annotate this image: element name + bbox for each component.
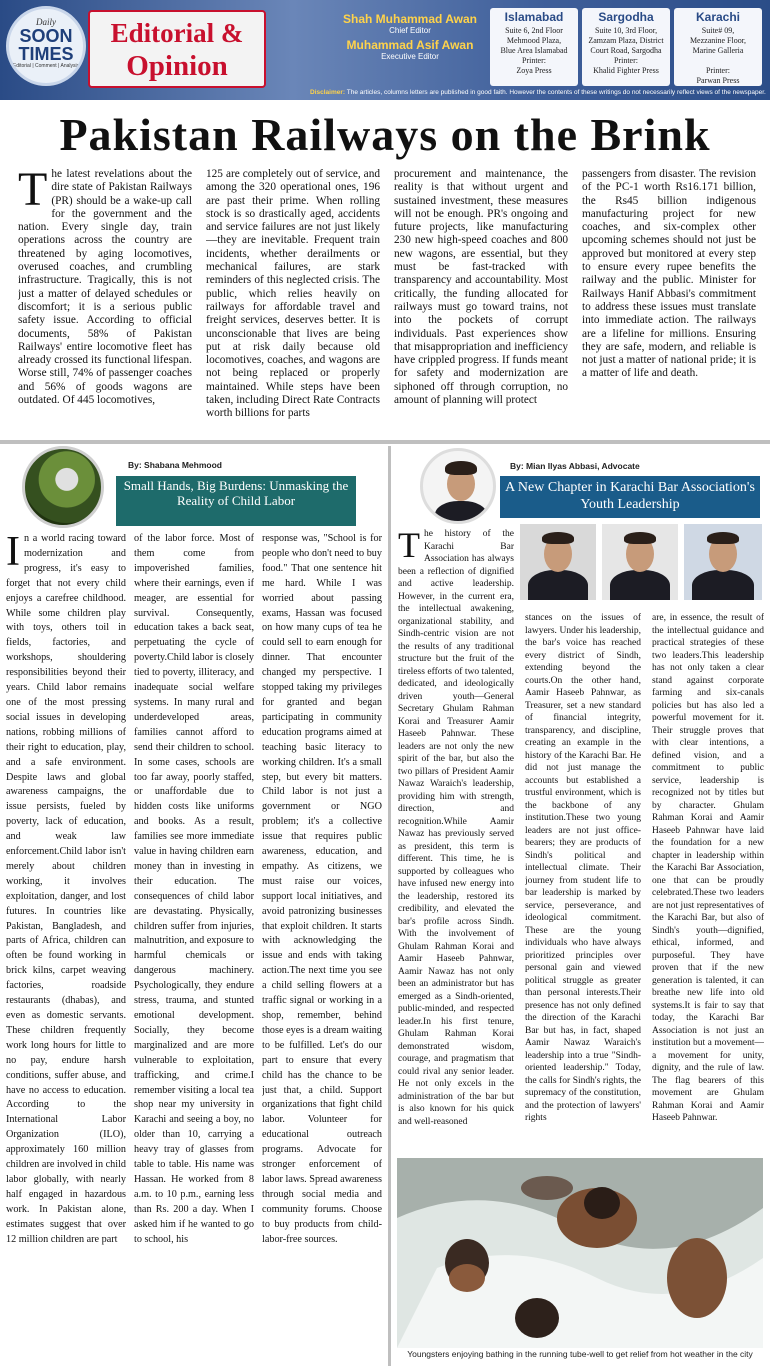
byline: By: Mian Ilyas Abbasi, Advocate [510, 461, 640, 471]
logo-times: TIMES [18, 44, 74, 64]
office-city: Karachi [695, 10, 741, 24]
author-photo [420, 448, 496, 524]
office-printer-name: Zoya Press [516, 66, 552, 75]
article-title: A New Chapter in Karachi Bar Association's Youth Leadership [505, 480, 755, 512]
office-address-line [674, 56, 762, 66]
chief-editor-title: Chief Editor [389, 26, 431, 35]
drop-cap: T [398, 528, 420, 565]
office-city: Sargodha [598, 10, 654, 24]
left-article-header [22, 446, 382, 526]
editorial-column-text: passengers from disaster. The revision of the PC-1 worth Rs16.171 billion, the Rs45 billion indigenous manufacturing project for new coaches, and six-complex other upcoming schemes should not just be approved but monitored at every step to ensure every rupee benefits the railway and the public. Minister for Railways Hanif Abbasi's commitment to address these issues must translate into immediate action. The railways are a lifeline for millions. Ensuring they are safe, modern, and reliable is not just a matter of national pride; it is a matter of life and death. [582, 168, 756, 380]
editorial-column [582, 168, 756, 434]
office-address-line: Suite 10, 3rd Floor, [594, 26, 658, 35]
disclaimer-label: Disclaimer: [310, 89, 346, 96]
disclaimer [310, 89, 766, 99]
editorial-body [18, 168, 756, 434]
article-column-text: he history of the Karachi Bar Association has always been a reflection of dignified and active leadership. However, in the current era, the intellectual awakening, organizational stability, and Sindh-centric vision are not the results of any traditional structure but the fruit of the tireless efforts of two talented, dedicated, and ideologically driven youth—General Secretary Ghulam Rahman Korai and Treasurer Aamir Haseeb Pahnwar. These leaders are not only the new spirit of the bar, but also the two pillars of President Aamir Nawaz Waraich's leadership, providing him with strength, direction, and recognition.While Aamir Nawaz has previously served as president, this term is different. This time, he is supported by colleagues who have infused new energy into the leadership, restored its credibility, and elevated the bar's profile across Sindh. With the involvement of Ghulam Rahman Korai and Aamir Haseeb Pahnwar, Aamir Nawaz has not only been an administrator but has emerged as a Sindh-oriented, public-minded, and respected leader.In his first tenure, Ghulam Rahman Korai demonstrated wisdom, courage, and pragmatism that could rival any senior leader. He not only excels in the administration of the bar but is also known for his quick and well-reasoned [398, 529, 514, 1127]
office-address-line: Suite# 09, [701, 26, 735, 35]
photo-caption: Youngsters enjoying bathing in the running tube-well to get relief from hot weather in the city [407, 1349, 753, 1359]
office-address-line: Suite 6, 2nd Floor [505, 26, 563, 35]
office-printer-label: Printer: [706, 66, 730, 75]
editorial-column-text: he latest revelations about the dire state of Pakistan Railways (PR) should be a wake-up call for the government and the nation. Every single day, train operations across the country are threatened by aging locomotives, overused coaches, and crumbling infrastructure. Tragically, this is not just a matter of delayed schedules or discomfort; it is a serious public safety issue. According to official documents, 58% of Pakistan Railways' entire locomotive fleet has already crossed its functional lifespan. Worse still, 74% of passenger coaches and 56% of goods wagons are outdated. Of 445 locomotives, [18, 168, 192, 407]
office-address-line: Court Road, Sargodha [590, 46, 662, 55]
editorial-column [18, 168, 192, 434]
article-illustration [22, 446, 104, 528]
office-printer-name: Khalid Fighter Press [593, 66, 659, 75]
office-printer-name: Parwan Press [696, 76, 740, 85]
column-divider [388, 446, 391, 1366]
article-column-text: response was, "School is for people who don't need to buy food." That one sentence hit me hard. While I was worried about passing exams, Hassan was focused on how many cups of tea he could sell to earn enough for dinner. That encounter changed my perspective. I stopped taking my privileges for granted and began participating in community education programs aimed at teaching basic literacy to working children. It's a small step, but every bit matters. Child labor is not just a government or NGO problem; it's a collective issue that requires public awareness, education, and empathy. As citizens, we must raise our voices, support local initiatives, and avoid patronizing businesses that exploit children. It starts with acknowledging the issue and ends with taking action.The next time you see a child selling flowers at a traffic signal or working in a shop, remember, behind those eyes is a dream waiting to be fulfilled. Let's do our part to ensure that every child has the chance to be just that, a child. Support organizations that fight child labor. Volunteer for educational outreach programs. Advocate for stronger enforcement of labor laws. Spread awareness through social media and community forums. Choose to buy products from child-labor-free sources. [262, 533, 382, 1245]
office-sargodha [582, 8, 670, 86]
office-address-line: Mehmood Plaza, [506, 36, 562, 45]
section-title-line2: Opinion [126, 50, 228, 82]
office-address-line: Zamzam Plaza, District [588, 36, 664, 45]
office-address-line: Blue Area Islamabad [500, 46, 568, 55]
office-city: Islamabad [504, 10, 564, 24]
editorial-column-text: 125 are completely out of service, and among the 320 operational ones, 196 are past their prime. When rolling stock is so drastically aged, accidents and service failures are not just likely—they are inevitable. Frequent train incidents, whether derailments or mechanical failures, are stark reminders of this neglected crisis. The public, which relies heavily on railways for affordable travel and freight services, deserves better. It is unconscionable that lives are being put at risk daily because old locomotives, coaches, and wagons are not being replaced or properly maintained. While steps have been taken, including Direct Rate Contracts worth billions for parts [206, 168, 380, 420]
logo-daily: Daily [36, 17, 56, 27]
article-title-banner [500, 476, 760, 518]
executive-editor-title: Executive Editor [381, 52, 439, 61]
article-column [652, 612, 764, 1148]
editorial-headline: Pakistan Railways on the Brink [59, 109, 711, 160]
article-column [6, 532, 126, 1362]
drop-cap: T [18, 168, 48, 216]
editorial-column-text: procurement and maintenance, the reality is that without urgent and sustained investment, these measures will not be enough. PR's ongoing and future projects, like manufacturing 230 new high-speed coaches and 800 new wagons, are essential, but they must be fast-tracked with transparency and accountability. Most critically, the funding allocated for railways must go toward trains, not into the pockets of corrupt individuals. Past experiences show that misappropriation and inefficiency have crippled progress. If funds meant for safety and modernization are siphoned off through corruption, no amount of planning will protect [394, 168, 568, 407]
leader-photo [602, 524, 678, 600]
disclaimer-text: The articles, columns letters are published in good faith. However the contents of these writings do not necessarily reflect views of the newspaper. [346, 89, 766, 96]
drop-cap: I [6, 532, 20, 575]
news-photo [397, 1158, 763, 1348]
office-printer-label: Printer: [614, 56, 638, 65]
article-title-banner [116, 476, 356, 526]
article-column-text: n a world racing toward modernization and progress, it's easy to forget that not every child enjoys a carefree childhood. While some children play with toys, others toil in fields, factories, and workshops, shouldering responsibilities beyond their years. Child labor remains one of the most pressing social issues in developing nations, robbing millions of their right to education, play, and a safe environment. Despite laws and global awareness campaigns, the issue persists, fueled by poverty, lack of education, and weak law enforcement.Child labor isn't merely about children working, it involves exploitation, danger, and lost futures. In countries like Pakistan, Bangladesh, and parts of Africa, children can often be found working in brick kilns, carpet weaving factories, roadside restaurants (dhabas), and even as domestic servants. These children frequently work long hours for little to no pay, endure harsh conditions, suffer abuse, and have no access to education. According to the International Labor Organization (ILO), approximately 160 million children are involved in child labor globally, with nearly half engaged in hazardous work. In Pakistan alone, estimates suggest that over 12 million children are part [6, 533, 126, 1245]
section-divider [0, 440, 770, 444]
article-column-text: of the labor force. Most of them come from impoverished families, where their earnings, even if meager, are essential for survival. Consequently, education takes a back seat, perpetuating the cycle of poverty.Child labor is closely tied to poverty, illiteracy, and inadequate social welfare systems. In many rural and underdeveloped areas, families cannot afford to send their children to school. In some cases, schools are too far away, poorly staffed, or unaffordable due to hidden costs like uniforms and books. As a result, families see more immediate value in having children earn money than in investing in their education. The consequences of child labor are devastating. Physically, children suffer from injuries, malnutrition, and exposure to harmful chemicals or dangerous machinery. Psychologically, they endure stress, trauma, and stunted emotional development. Socially, they become marginalized and are more vulnerable to exploitation, trafficking, and crime.I remember visiting a local tea shop near my university in Karachi and seeing a boy, no older than 10, carrying a heavy tray of glasses from table to table. His name was Hassan. He worked from 8 a.m. to 10 p.m., earning less than Rs. 200 a day. When I asked him if he wanted to go to school, his [134, 533, 254, 1245]
article-column [262, 532, 382, 1362]
left-article-body [6, 532, 382, 1362]
section-title-line1: Editorial & [110, 18, 244, 48]
article-column-text: stances on the issues of lawyers. Under his leadership, the bar's voice has reached every district of Sindh, extending beyond the courts.On the other hand, Aamir Haseeb Pahnwar, as Treasurer, set a new standard of financial integrity, transparency, and discipline, creating an example in the history of the Karachi Bar. He did not just manage the accounts but established a trustful environment, which is the backbone of any institution.These two young leaders are not just office-bearers; they are products of Sindh's political and intellectual climate. Their journey from student life to bar leadership is marked by service, perseverance, and ideological commitment. These are the young individuals who have always prioritized principles over personal gain and viewed political struggle as greater than personal interests.Their presence has not only defined the direction of the Karachi Bar but has, in fact, shaped Aamir Nawaz Waraich's leadership into a true "Sindh-oriented leadership." Today, the calls for Sindh's rights, the supremacy of the constitution, and the protection of lawyers' rights [525, 613, 641, 1123]
article-column [134, 532, 254, 1362]
article-column [525, 612, 641, 1148]
office-karachi [674, 8, 762, 86]
article-column-text: are, in essence, the result of the intellectual guidance and practical strategies of these two leaders.This leadership has not only taken a clear stand against corporate farming and six-canals policies but has also led a powerful movement for it. Their struggle proves that with clear intentions, a defined vision, and a commitment to public service, leadership is recognized not by titles but by character. Ghulam Rahman Korai and Aamir Haseeb Pahnwar have laid the foundation for a new chapter in leadership within the Karachi Bar Association, one that can be proudly celebrated.These two leaders are not just representatives of the Karachi Bar, but also of Sindh's youth—dignified, ethical, informed, and purposeful. They have proven that if the new generation is talented, it can breathe new life into old systems.It is fair to say that today, the Karachi Bar Association is not just an institution but a movement—a movement for unity, dignity, and the rule of law. The flag bearers of this movement are Ghulam Rahman Korai and Aamir Haseeb Pahnwar. [652, 613, 764, 1123]
article-column [398, 528, 514, 1148]
masthead [0, 0, 770, 100]
newspaper-logo [6, 6, 86, 86]
article-title: Small Hands, Big Burdens: Unmasking the Reality of Child Labor [123, 478, 349, 508]
chief-editor-name: Shah Muhammad Awan [342, 12, 478, 26]
editors-block [338, 12, 482, 64]
office-islamabad [490, 8, 578, 86]
office-printer-label: Printer: [522, 56, 546, 65]
editorial-column [206, 168, 380, 434]
logo-soon: SOON [19, 26, 73, 46]
news-photo-scene [397, 1158, 763, 1348]
office-address-line: Mezzanine Floor, [689, 36, 747, 45]
byline: By: Shabana Mehmood [128, 460, 222, 470]
leader-photo [684, 524, 762, 600]
office-address-line: Marine Galleria [692, 46, 744, 55]
leader-photo [520, 524, 596, 600]
section-title-box [88, 10, 266, 88]
executive-editor-name: Muhammad Asif Awan [346, 38, 474, 52]
editorial-column [394, 168, 568, 434]
logo-tagline: Editorial | Comment | Analysis [12, 63, 80, 69]
